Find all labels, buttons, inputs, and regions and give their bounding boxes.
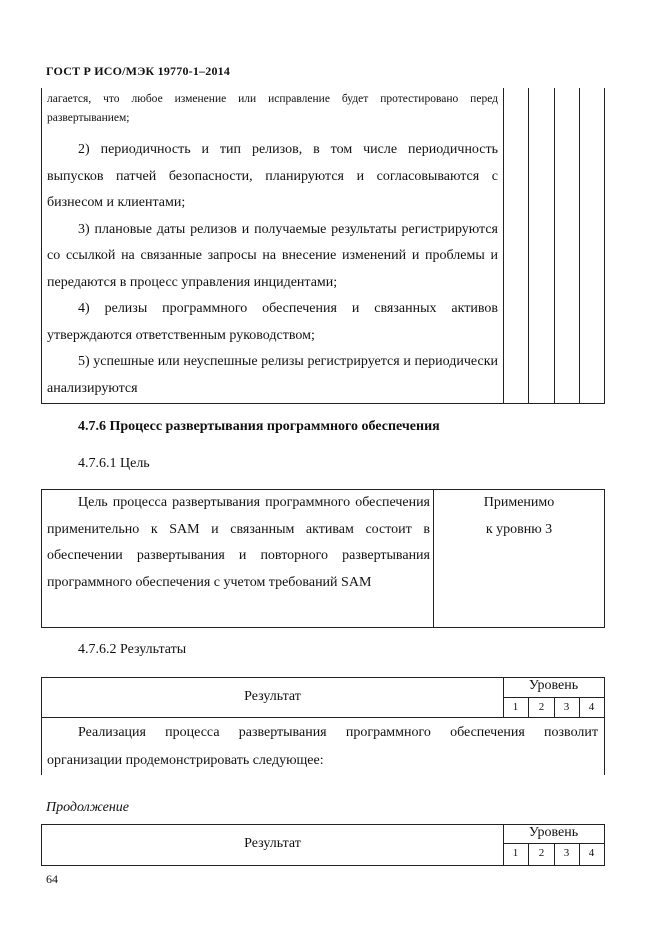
level-3: 3 xyxy=(563,701,570,713)
level-1: 1 xyxy=(512,847,519,859)
purpose-text: Цель процесса развертывания программного обеспечения применительно к SAM и связанным активам состоит в обеспечении развертывания и повторного развертывания программного обеспечения с учетом требований SAM xyxy=(47,495,430,590)
level-2: 2 xyxy=(538,701,545,713)
results-intro-cell xyxy=(47,719,598,775)
continuation-table-header xyxy=(41,824,605,866)
table-divider xyxy=(579,88,580,403)
level-3: 3 xyxy=(563,847,570,859)
level-4: 4 xyxy=(588,847,595,859)
section-heading: 4.7.6 Процесс развертывания программного обеспечения xyxy=(78,419,440,434)
purpose-title: 4.7.6.1 Цель xyxy=(78,456,150,471)
requirement-item-1-tail: лагается, что любое изменение или исправление будет протестировано перед развертыванием; xyxy=(47,93,498,124)
level-column-header: Уровень xyxy=(528,678,579,693)
requirement-item-5: 5) успешные или неуспешные релизы регистрируется и периодически анализируются xyxy=(47,354,498,396)
header-bottom-rule xyxy=(42,717,604,718)
requirement-item-3: 3) плановые даты релизов и получаемые результаты регистрируются со ссылкой на связанные запросы на внесение изменений и проблемы и передаются в процесс управления инцидентами; xyxy=(47,221,498,290)
table-divider xyxy=(554,88,555,403)
document-header: ГОСТ Р ИСО/МЭК 19770-1–2014 xyxy=(46,64,231,78)
table-divider xyxy=(503,88,504,403)
table-divider xyxy=(433,490,434,627)
level-2: 2 xyxy=(538,847,545,859)
level-column-header: Уровень xyxy=(528,825,579,840)
applicability-line-1: Применимо xyxy=(483,495,555,510)
purpose-text-cell xyxy=(47,490,430,596)
results-intro: Реализация процесса развертывания программного обеспечения позволит организации продемонстрировать следующее: xyxy=(47,725,598,768)
page-number: 64 xyxy=(46,872,58,886)
applicability-line-2: к уровню 3 xyxy=(485,521,553,537)
continuation-label: Продолжение xyxy=(46,800,129,815)
requirement-item-4: 4) релизы программного обеспечения и связанных активов утверждаются ответственным руководством; xyxy=(47,301,498,343)
result-column-header: Результат xyxy=(244,836,301,851)
result-column-header: Результат xyxy=(244,689,301,704)
requirement-item-2: 2) периодичность и тип релизов, в том числе периодичность выпусков патчей безопасности, планируются и согласовываются с бизнесом и клиентами; xyxy=(47,142,498,210)
results-title: 4.7.6.2 Результаты xyxy=(78,642,187,657)
level-4: 4 xyxy=(588,701,595,713)
table-divider xyxy=(528,88,529,403)
continued-requirements-text xyxy=(47,90,498,402)
applicability-cell xyxy=(435,490,603,543)
level-1: 1 xyxy=(512,701,519,713)
